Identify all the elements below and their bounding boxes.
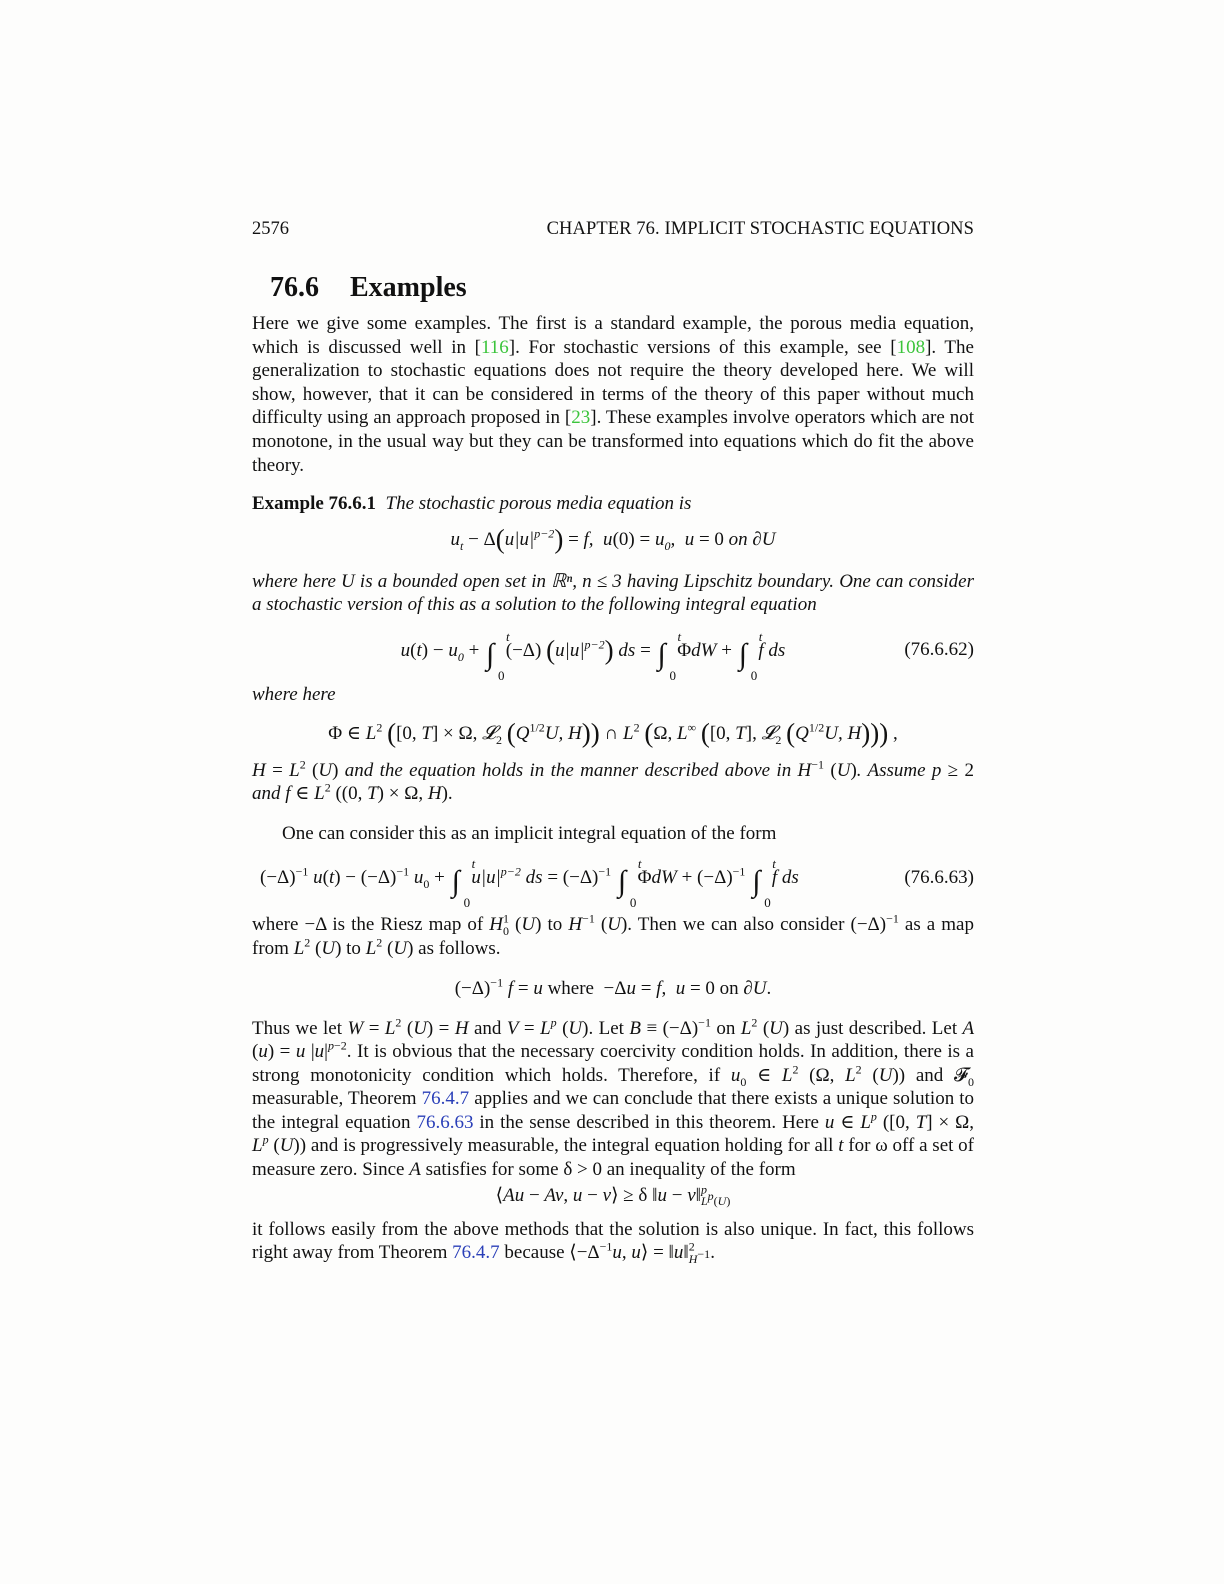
phi-space-condition: Φ ∈ $L^2$ ([0, T] × Ω, 𝓛$_2$ ($Q^{1/2}U$, H)) ∩ $L^2$ (Ω, L∞ ([0, T], 𝓛$_2$ ($Q^{1/2}U$, H))) , xyxy=(328,717,898,748)
equation-76-6-62: $u(t) - u_0$ + ∫ 0 t (−Δ) $(u|u|^{p-2})$ ds = ∫ 0 t ΦdW + ∫ 0 t f ds (76.6.62) xyxy=(400,628,974,683)
equation-number: (76.6.62) xyxy=(904,638,974,660)
page-number: 2576 xyxy=(252,219,289,239)
section-heading xyxy=(270,271,974,305)
document-page xyxy=(252,218,974,1265)
running-header xyxy=(252,218,974,244)
equation-76-6-63: $(-\Delta)^{-1}$ $u(t) - (-\Delta)^{-1}$ $u_0$ + ∫ 0 t $u|u|^{p-2}$ ds = $(-\Delta)^{-1}$ ∫ 0 t $\Phi dW + (-\Delta)^{-1}$ ∫ 0 t f ds (76.6.63) xyxy=(260,856,974,911)
citation-link[interactable]: 116 xyxy=(480,336,509,358)
porous-media-equation: $u_t - \Delta(u|u|^{p-2}) = f$, $u(0) = u_0$, u = 0 on ∂U xyxy=(450,523,776,554)
monotonicity-inequality: ⟨Au − Av, u − v⟩ ≥ δ ‖u − v‖$^p_{L^p(U)}$ xyxy=(495,1182,731,1209)
where-here-text: where here xyxy=(252,683,336,705)
space-assumptions: $H = L^2$ (U) and the equation holds in the manner described above in $H^{-1}$ (U). Assume p ≥ 2 and f ∈ $L^2$ ((0, T) × Ω, H). xyxy=(252,757,975,805)
riesz-map-paragraph: where −Δ is the Riesz map of $H^1_0$ (U) to $H^{-1}$ (U). Then we can also consider $(-\Delta)^{-1}$ as a map from $L^2$ (U) to $L^2$ (U) as follows. xyxy=(252,911,974,959)
section-number: 76.6 xyxy=(270,272,319,303)
running-title: CHAPTER 76. IMPLICIT STOCHASTIC EQUATIONS xyxy=(546,219,974,239)
example-statement: Example 76.6.1 The stochastic porous media equation is xyxy=(252,493,692,515)
section-title: Examples xyxy=(350,272,467,303)
equation-number: (76.6.63) xyxy=(904,867,974,889)
operator-setup-paragraph: Thus we let $W = L^2$ (U) = H and $V = L^p$ (U). Let $B \equiv (-\Delta)^{-1}$ on $L^2$ (U) as just described. Let A (u) = u $|u|^{p-2}$. It is obvious that the necessary coercivity condition holds. In addition, there is a strong monotonicity condition which holds. Therefore, if $u_0$ ∈ $L^2$ (Ω, $L^2$ (U)) and 𝓕$_0$ measurable, Theorem 76.4.7 applies and we can conclude that there exists a unique solution to the integral equation 76.6.63 in the sense described in this theorem. Here u ∈ $L^p$ ([0, T] × Ω, $L^p$ (U)) and is progressively measurable, the integral equation holding for all t for ω off a set of measure zero. Since A satisfies for some δ > 0 an inequality of the form xyxy=(252,1015,975,1181)
equation-link[interactable]: 76.6.63 xyxy=(416,1111,474,1133)
example-label: Example 76.6.1 xyxy=(252,493,377,515)
domain-description: where here U is a bounded open set in ℝⁿ, n ≤ 3 having Lipschitz boundary. One can consider a stochastic version of this as a solution to the following integral equation xyxy=(252,570,974,616)
citation-link[interactable]: 108 xyxy=(896,336,926,358)
theorem-link[interactable]: 76.4.7 xyxy=(452,1242,500,1264)
intro-paragraph: Here we give some examples. The first is a standard example, the porous media equation, which is discussed well in [116]. For stochastic versions of this example, see [108]. The generalization to stochastic equations does not require the theory developed here. We will show, however, that it can be considered in terms of the theory of this paper without much difficulty using an approach proposed in [23]. These examples involve operators which are not monotone, in the usual way but they can be transformed into equations which do fit the above theory. xyxy=(252,313,974,476)
citation-link[interactable]: 23 xyxy=(571,407,591,429)
implicit-form-intro: One can consider this as an implicit integral equation of the form xyxy=(282,822,777,844)
theorem-link[interactable]: 76.4.7 xyxy=(421,1088,470,1110)
inverse-laplacian-definition: $(-\Delta)^{-1}$ f = u where −Δu = f, u = 0 on ∂U. xyxy=(454,975,772,999)
uniqueness-paragraph: it follows easily from the above methods that the solution is also unique. In fact, this follows right away from Theorem 76.4.7 because $⟨-\Delta^{-1}u$, u⟩ = ‖u‖$^2_{H^{-1}}$. xyxy=(252,1218,974,1267)
